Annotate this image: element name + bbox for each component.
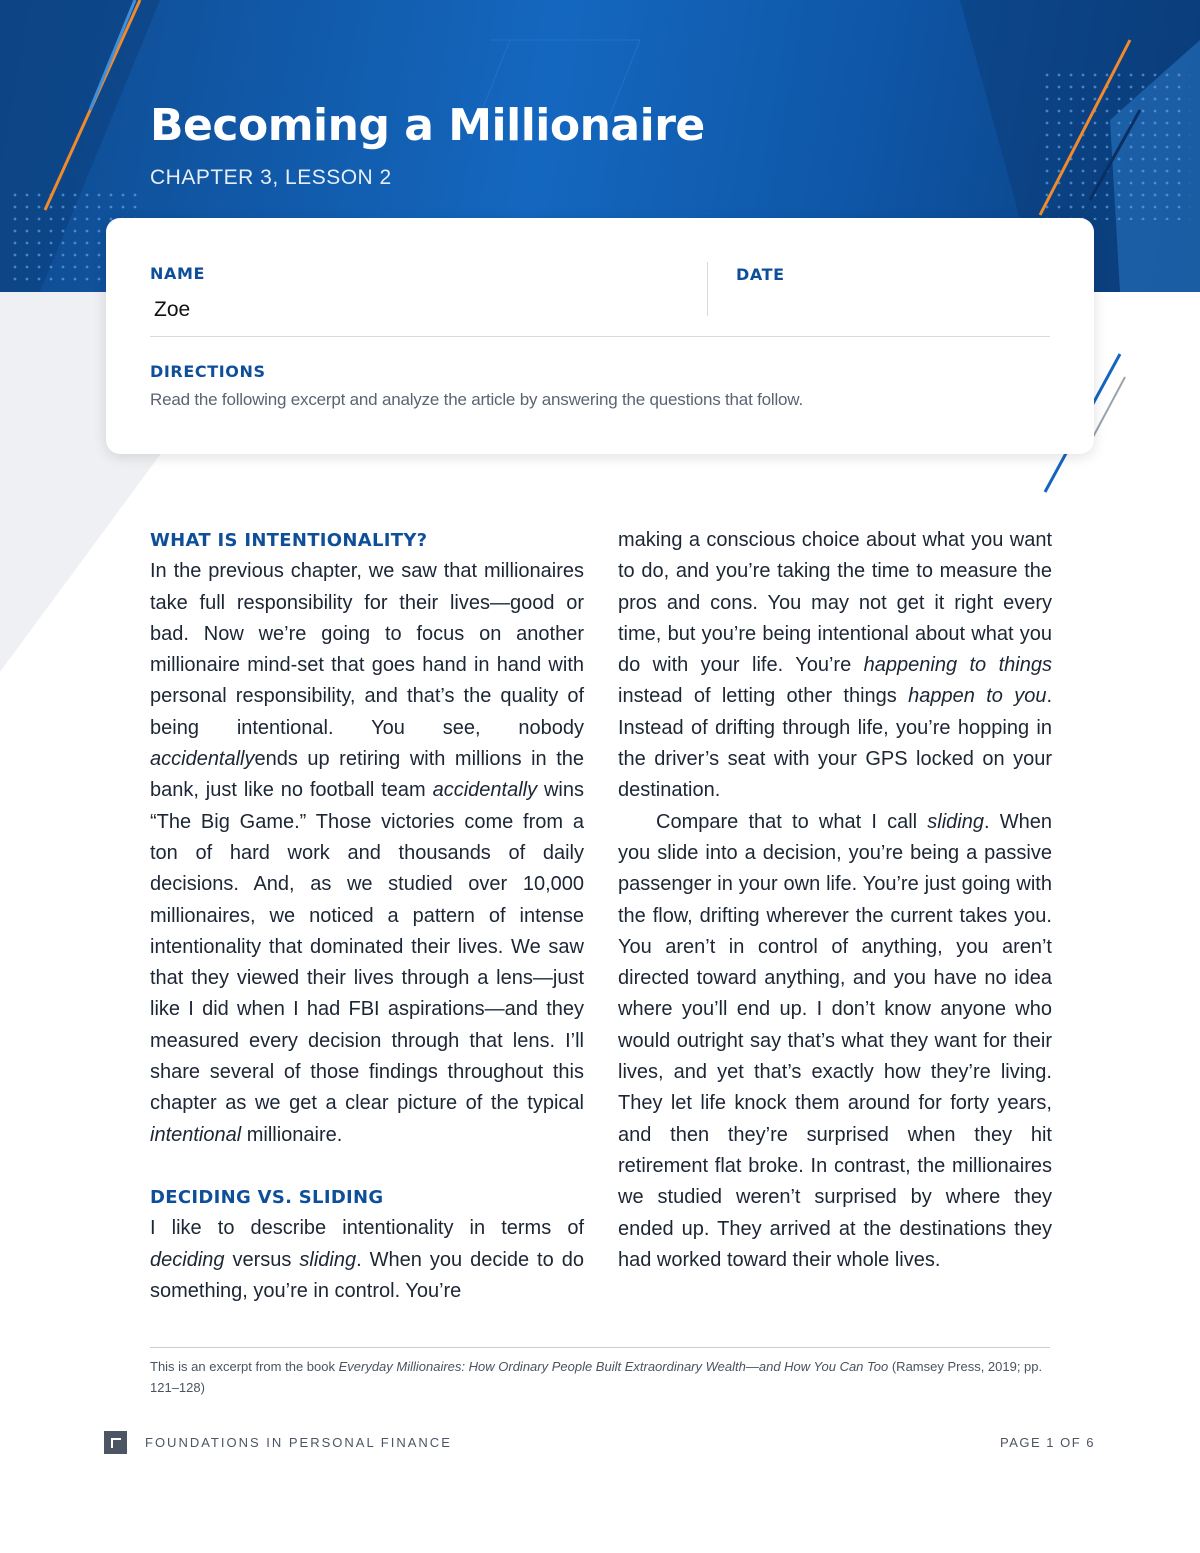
name-field[interactable]: Zoe <box>154 298 191 321</box>
article-column-right <box>618 525 1052 1276</box>
date-label: DATE <box>736 265 785 284</box>
paragraph-deciding-continued: making a conscious choice about what you want to do, and you’re taking the time to measure the pros and cons. You may not get it right every time, but you’re being intentional about what you do with your life. You’re happening to things instead of letting other things happen to you. Instead of drifting through life, you’re hopping in the driver’s seat with your GPS locked on your destination. <box>618 529 1053 802</box>
card-divider <box>150 336 1050 337</box>
footnote-rule <box>150 1347 1050 1348</box>
footer-page-number: PAGE 1 OF 6 <box>999 1435 1095 1450</box>
footer-course-name: FOUNDATIONS IN PERSONAL FINANCE <box>145 1435 452 1450</box>
field-divider <box>707 262 708 316</box>
paragraph-intentionality: In the previous chapter, we saw that millionaires take full responsibility for their lives—good or bad. Now we’re going to focus on another millionaire mind-set that goes hand in hand with personal responsibility, and that’s the quality of being intentional. You see, nobody accidentallyends up retiring with millions in the bank, just like no football team accidentally wins “The Big Game.” Those victories come from a ton of hard work and thousands of daily decisions. And, as we studied over 10,000 millionaires, we noticed a pattern of intense intentionality that dominated their lives. We saw that they viewed their lives through a lens—just like I did when I had FBI aspirations—and they measured every decision through that lens. I’ll share several of those findings throughout this chapter as we get a clear picture of the typical intentional millionaire. <box>150 560 584 1146</box>
section-heading-deciding: DECIDING VS. SLIDING <box>150 1186 384 1208</box>
footnote-citation: This is an excerpt from the book Everyday Millionaires: How Ordinary People Built Extraordinary Wealth—and How You Can Too (Ramsey Press, 2019; pp. 121–128) <box>150 1359 1043 1395</box>
name-label: NAME <box>150 264 206 283</box>
paragraph-sliding: Compare that to what I call sliding. When you slide into a decision, you’re being a passive passenger in your own life. You’re just going with the flow, drifting wherever the current takes you. You aren’t in control of anything, you aren’t directed toward anything, and you have no idea where you’ll end up. I don’t know anyone who would outright say that’s what they want for their lives, and yet that’s exactly how they’re living. They let life knock them around for forty years, and then they’re surprised when they hit retirement flat broke. In contrast, the millionaires we studied weren’t surprised by where they ended up. They arrived at the destinations they had worked toward their whole lives. <box>618 810 1052 1271</box>
brand-logo-icon <box>104 1431 127 1454</box>
directions-label: DIRECTIONS <box>150 362 266 381</box>
paragraph-deciding: I like to describe intentionality in terms of deciding versus sliding. When you decide to do something, you’re in control. You’re <box>150 1217 584 1302</box>
directions-text: Read the following excerpt and analyze the article by answering the questions that follow. <box>150 390 803 409</box>
section-heading-intentionality: WHAT IS INTENTIONALITY? <box>150 530 428 551</box>
student-info-card <box>106 218 1094 454</box>
page-title: Becoming a Millionaire <box>150 100 705 151</box>
page-subtitle: CHAPTER 3, LESSON 2 <box>150 166 392 189</box>
article-column-left <box>150 525 584 1307</box>
